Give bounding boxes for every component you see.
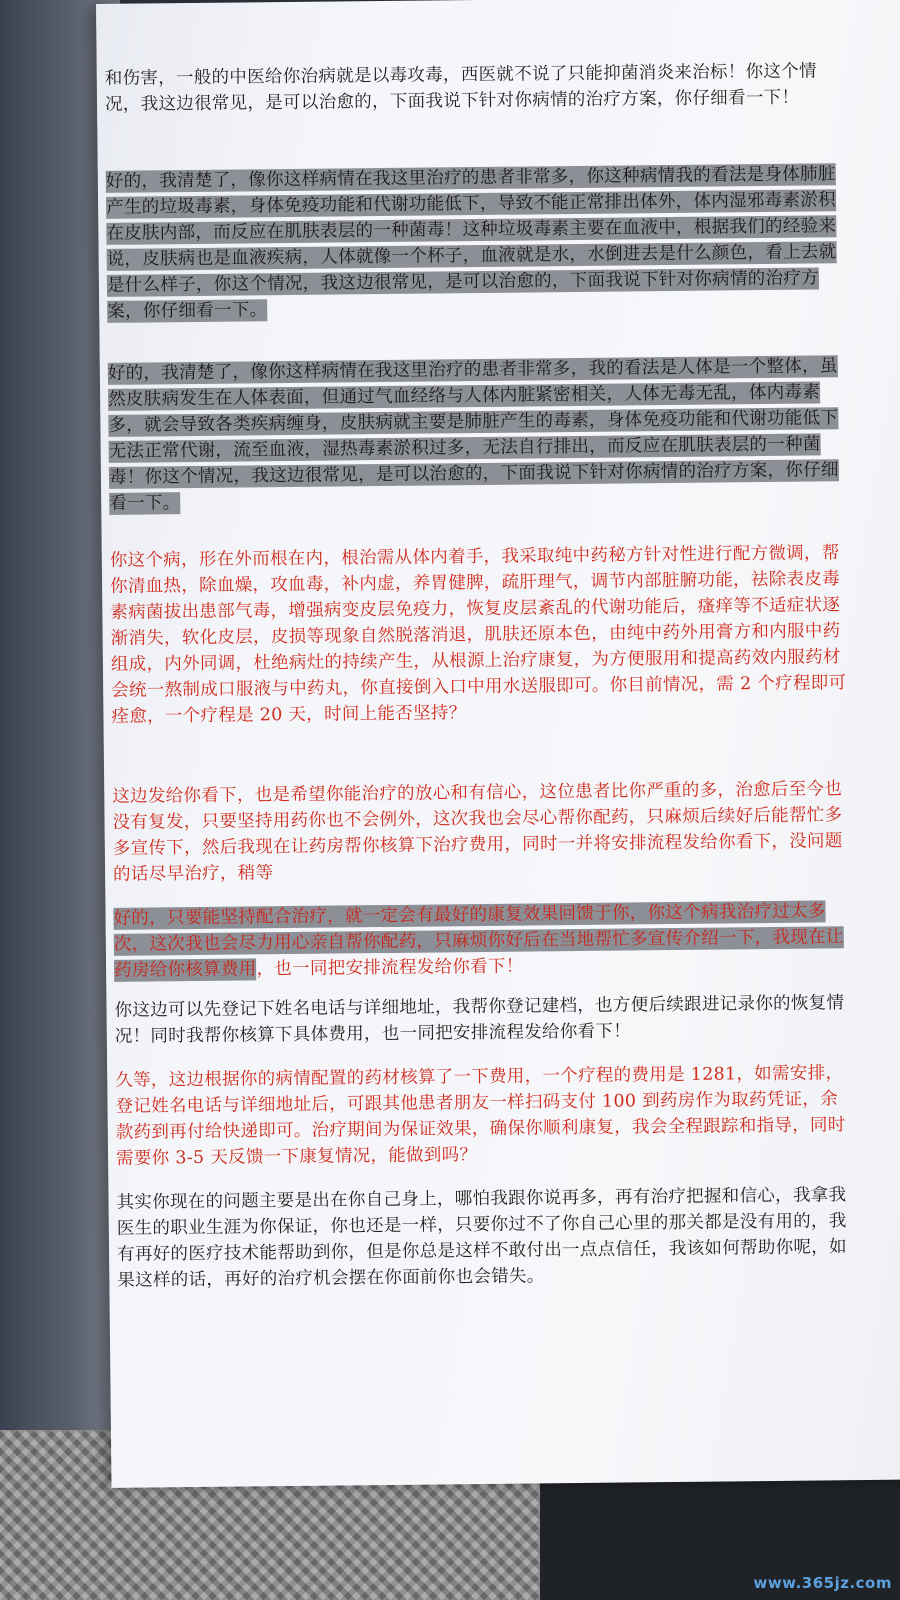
paragraph-6-rest: ，也一同把安排流程发给你看下！ [256,956,524,980]
highlight-text-6: 好的，只要能坚持配合治疗，就一定会有最好的康复效果回馈于你，你这个病我治疗过太多次，这次我也会尽力用心亲自帮你配药，只麻烦你好后在当地帮忙多宣传介绍一下，我现在让药房给你核算费用 [113,901,844,981]
paragraph-9: 其实你现在的问题主要是出在你自己身上，哪怕我跟你说再多，再有治疗把握和信心，我拿我医生的职业生涯为你保证，你也还是一样，只要你过不了你自己心里的那关都是没有用的，我有再好的医疗技术能帮助到你，但是你总是这样不敢付出一点点信任，我该如何帮助你呢，如果这样的话，再好的治疗机会摆在你面前你也会错失。 [116,1185,847,1291]
paragraph-8-red: 久等，这边根据你的病情配置的药材核算了一下费用，一个疗程的费用是 1281，如需安排，登记姓名电话与详细地址后，可跟其他患者朋友一样扫码支付 100 到药房作为取药凭证，余款药到再付给快递即可。治疗期间为保证效果，确保你顺利康复，我会全程跟踪和指导，同时需要你 3-5 天反馈一下康复情况，能做到吗？ [115,1063,846,1169]
paragraph-3-highlighted [108,353,846,517]
paragraph-1: 和伤害，一般的中医给你治病就是以毒攻毒，西医就不说了只能抑菌消炎来治标！你这个情况，我这边很常见，是可以治愈的，下面我说下针对你病情的治疗方案，你仔细看一下！ [104,61,817,115]
paragraph-7: 你这边可以先登记下姓名电话与详细地址，我帮你登记建档，也方便后续跟进记录你的恢复情况！同时我帮你核算下具体费用，也一同把安排流程发给你看下！ [114,993,845,1047]
document-page [96,0,900,1488]
paragraph-2-highlighted [106,161,844,325]
paragraph-5-red: 这边发给你看下，也是希望你能治疗的放心和有信心，这位患者比你严重的多，治愈后至今也没有复发，只要坚持用药你也不会例外，这次我也会尽心帮你配药，只麻烦后续好后能帮忙多多宣传下，然后我现在让药房帮你核算下治疗费用，同时一并将安排流程发给你看下，没问题的话尽早治疗，稍等 [112,779,843,885]
highlight-text-2: 好的，我清楚了，像你这样病情在我这里治疗的患者非常多，你这种病情我的看法是身体肺脏产生的垃圾毒素，身体免疫功能和代谢功能低下，导致不能正常排出体外，体内湿邪毒素淤积在皮肤内部，而反应在肌肤表层的一种菌毒！这种垃圾毒素主要在血液中，根据我们的经验来说，皮肤病也是血液疾病，人体就像一个杯子，血液就是水，水倒进去是什么颜色，看上去就是什么样子，你这个情况，我这边很常见，是可以治愈的，下面我说下针对你病情的治疗方案，你仔细看一下。 [105,164,837,322]
watermark: www.365jz.com [753,1574,892,1592]
paragraph-4-red: 你这个病，形在外而根在内，根治需从体内着手，我采取纯中药秘方针对性进行配方微调，帮你清血热，除血燥，攻血毒，补内虚，养胃健脾，疏肝理气，调节内部脏腑功能，祛除表皮毒素病菌拔出患部气毒，增强病变皮层免疫力，恢复皮层紊乱的代谢功能后，瘙痒等不适症状逐渐消失，软化皮层，皮损等现象自然脱落消退，肌肤还原本色，由纯中药外用膏方和内服中药组成，内外同调，杜绝病灶的持续产生，从根源上治疗康复，为方便服用和提高药效内服药材会统一熬制成口服液与中药丸，你直接倒入口中用水送服即可。你目前情况，需 2 个疗程即可痊愈，一个疗程是 20 天，时间上能否坚持？ [109,543,847,727]
paragraph-6-red [113,898,850,984]
highlight-text-3: 好的，我清楚了，像你这样病情在我这里治疗的患者非常多，我的看法是人体是一个整体，虽然皮肤病发生在人体表面，但通过气血经络与人体内脏紧密相关，人体无毒无乱，体内毒素多，就会导致各类疾病缠身，皮肤病就主要是肺脏产生的毒素，身体免疫功能和代谢功能低下无法正常代谢，流至血液，湿热毒素淤积过多，无法自行排出，而反应在肌肤表层的一种菌毒！你这个情况，我这边很常见，是可以治愈的，下面我说下针对你病情的治疗方案，你仔细看一下。 [107,356,839,514]
